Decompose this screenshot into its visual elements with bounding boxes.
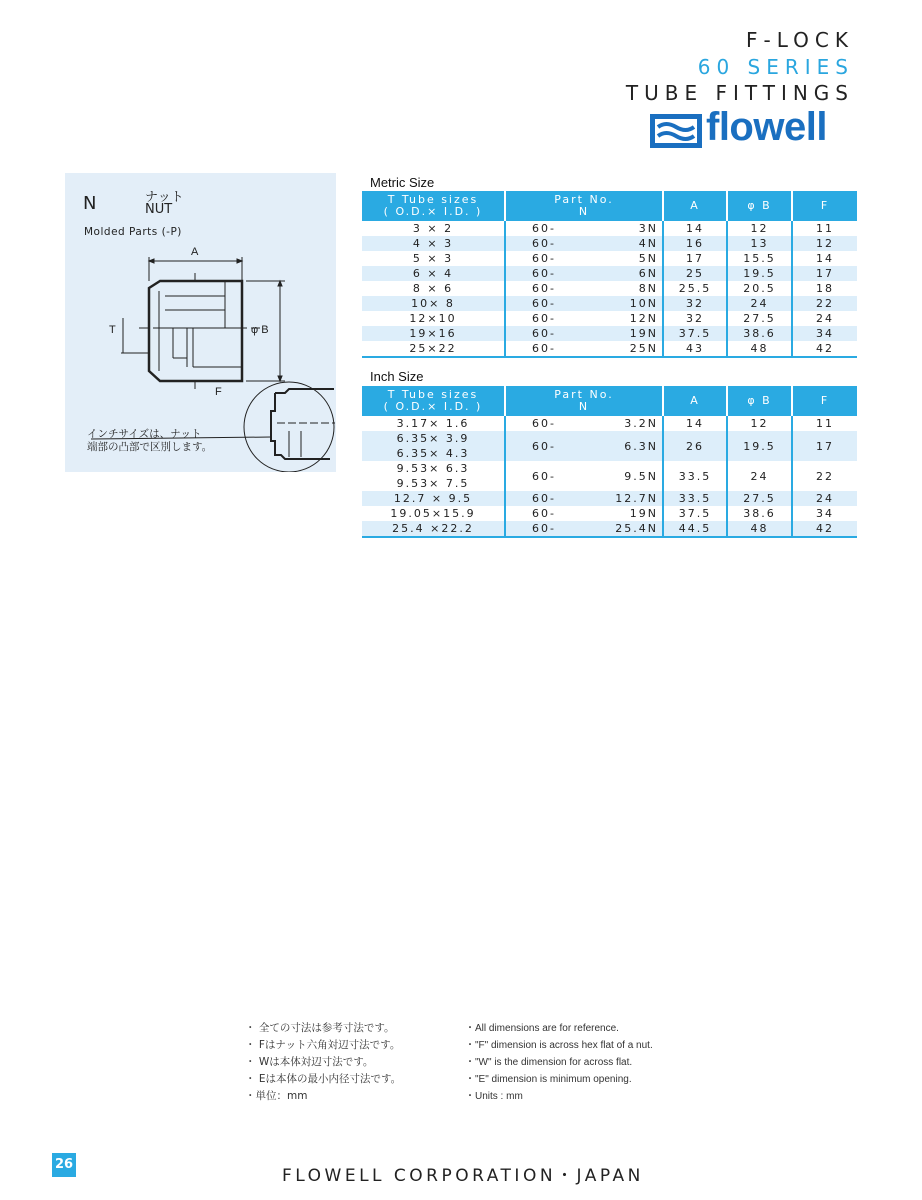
part-suffix: 25.4N (615, 522, 658, 535)
inch-note-line1: インチサイズは、ナット (87, 428, 202, 440)
part-prefix: 60- (532, 252, 556, 265)
part-suffix: 6N (638, 267, 658, 280)
cell-part-no (505, 296, 663, 311)
cell-a: 37.5 (663, 326, 727, 341)
note-item: ・All dimensions are for reference. (465, 1023, 619, 1034)
header-part-line2: N (578, 400, 590, 413)
cell-a: 43 (663, 341, 727, 357)
product-category: TUBE FITTINGS (625, 81, 854, 105)
part-suffix: 8N (638, 282, 658, 295)
cell-a: 26 (663, 431, 727, 461)
cell-f: 12 (792, 236, 857, 251)
part-suffix: 9.5N (624, 469, 658, 483)
part-prefix: 60- (532, 469, 556, 483)
cell-a: 37.5 (663, 506, 727, 521)
tube-size-value: 6.35× 4.3 (396, 447, 470, 460)
table-row (362, 281, 857, 296)
table-row (362, 506, 857, 521)
cell-a: 16 (663, 236, 727, 251)
header-b: φ B (727, 386, 792, 416)
table-row (362, 296, 857, 311)
tube-size-value: 9.53× 6.3 (396, 462, 470, 475)
nut-dimension-drawing (65, 173, 336, 472)
cell-a: 25.5 (663, 281, 727, 296)
cell-part-no (505, 461, 663, 491)
part-prefix: 60- (532, 237, 556, 250)
cell-tube-size (362, 296, 505, 311)
cell-tube-size (362, 311, 505, 326)
note-item: ・"F" dimension is across hex flat of a nut. (465, 1040, 653, 1051)
cell-part-no (505, 506, 663, 521)
part-prefix: 60- (532, 267, 556, 280)
cell-part-no (505, 236, 663, 251)
part-prefix: 60- (532, 507, 556, 520)
table-row (362, 236, 857, 251)
header-b: φ B (727, 191, 792, 221)
part-suffix: 5N (638, 252, 658, 265)
part-suffix: 4N (638, 237, 658, 250)
cell-a: 14 (663, 416, 727, 431)
cell-b: 19.5 (727, 431, 792, 461)
dim-T-label: T (109, 324, 116, 336)
cell-part-no (505, 326, 663, 341)
header-part-no (505, 386, 663, 416)
cell-b: 12 (727, 416, 792, 431)
table-row (362, 341, 857, 357)
cell-f: 34 (792, 326, 857, 341)
header-part-line1: Part No. (554, 193, 614, 206)
cell-a: 33.5 (663, 491, 727, 506)
part-prefix: 60- (532, 439, 556, 453)
note-item: ・"E" dimension is minimum opening. (465, 1074, 632, 1085)
cell-b: 48 (727, 521, 792, 537)
cell-part-no (505, 251, 663, 266)
dim-F-label: F (215, 386, 222, 398)
cell-b: 38.6 (727, 506, 792, 521)
cell-f: 34 (792, 506, 857, 521)
cell-part-no (505, 221, 663, 236)
part-suffix: 10N (629, 297, 658, 310)
tube-size-value: 3 × 2 (412, 222, 454, 235)
cell-b: 48 (727, 341, 792, 357)
dim-B-label: φ B (251, 324, 269, 336)
notes-japanese (245, 1020, 401, 1105)
molded-parts-label: Molded Parts (-P) (84, 226, 182, 238)
cell-f: 17 (792, 431, 857, 461)
header-part-line2: N (578, 205, 590, 218)
header-a: A (663, 191, 727, 221)
part-suffix: 3.2N (624, 417, 658, 430)
tube-size-value: 3.17× 1.6 (396, 417, 470, 430)
cell-f: 42 (792, 521, 857, 537)
cell-b: 24 (727, 461, 792, 491)
cell-part-no (505, 491, 663, 506)
tube-size-value: 25.4 ×22.2 (392, 522, 474, 535)
table-row (362, 326, 857, 341)
cell-a: 32 (663, 311, 727, 326)
cell-f: 22 (792, 461, 857, 491)
tube-size-value: 6 × 4 (412, 267, 454, 280)
tube-size-value: 25×22 (409, 342, 457, 355)
part-prefix: 60- (532, 297, 556, 310)
cell-b: 38.6 (727, 326, 792, 341)
cell-b: 13 (727, 236, 792, 251)
metric-size-title: Metric Size (370, 175, 435, 190)
part-name-jp: ナット (145, 190, 184, 205)
cell-tube-size (362, 281, 505, 296)
part-diagram-panel (65, 173, 336, 472)
metric-size-table (362, 191, 857, 358)
tube-size-value: 6.35× 3.9 (396, 432, 470, 445)
flowell-logo (650, 105, 856, 150)
part-suffix: 19N (629, 327, 658, 340)
table-row (362, 461, 857, 491)
series-brand: F-LOCK (746, 28, 854, 52)
wave-logo-icon (650, 114, 702, 148)
table-row (362, 521, 857, 537)
cell-tube-size (362, 506, 505, 521)
table-header-row (362, 386, 857, 416)
cell-a: 17 (663, 251, 727, 266)
cell-a: 44.5 (663, 521, 727, 537)
cell-f: 42 (792, 341, 857, 357)
table-row (362, 491, 857, 506)
cell-part-no (505, 266, 663, 281)
cell-tube-size (362, 251, 505, 266)
cell-part-no (505, 341, 663, 357)
footer-company: FLOWELL CORPORATION・JAPAN (282, 1166, 644, 1186)
part-suffix: 6.3N (624, 439, 658, 453)
cell-f: 11 (792, 221, 857, 236)
cell-f: 22 (792, 296, 857, 311)
part-suffix: 12.7N (615, 492, 658, 505)
header-part-line1: Part No. (554, 388, 614, 401)
tube-size-value: 12×10 (409, 312, 457, 325)
table-row (362, 431, 857, 461)
cell-b: 27.5 (727, 491, 792, 506)
note-item: ・ Wは本体対辺寸法です。 (245, 1056, 374, 1068)
note-item: ・単位：mm (245, 1090, 308, 1102)
cell-part-no (505, 311, 663, 326)
cell-tube-size (362, 236, 505, 251)
cell-b: 19.5 (727, 266, 792, 281)
table-row (362, 251, 857, 266)
note-item: ・ Eは本体の最小内径寸法です。 (245, 1073, 402, 1085)
tube-size-value: 19×16 (409, 327, 457, 340)
cell-f: 24 (792, 491, 857, 506)
cell-f: 11 (792, 416, 857, 431)
note-item: ・ Fはナット六角対辺寸法です。 (245, 1039, 401, 1051)
note-item: ・Units : mm (465, 1091, 523, 1102)
inch-size-title: Inch Size (370, 369, 424, 384)
part-prefix: 60- (532, 522, 556, 535)
inch-size-table (362, 386, 857, 538)
cell-b: 12 (727, 221, 792, 236)
table-row (362, 416, 857, 431)
cell-tube-size (362, 521, 505, 537)
header-tube-line2: ( O.D.× I.D. ) (383, 400, 483, 413)
cell-tube-size (362, 491, 505, 506)
tube-size-value: 10× 8 (411, 297, 455, 310)
part-suffix: 12N (629, 312, 658, 325)
series-name: 60 SERIES (697, 55, 854, 79)
part-name-en: NUT (145, 202, 173, 217)
logo-text: flowell (706, 105, 827, 149)
cell-tube-size (362, 461, 505, 491)
cell-a: 33.5 (663, 461, 727, 491)
page-number: 26 (52, 1153, 76, 1177)
note-item: ・ 全ての寸法は参考寸法です。 (245, 1022, 395, 1034)
cell-b: 24 (727, 296, 792, 311)
part-prefix: 60- (532, 342, 556, 355)
dim-A-label: A (191, 246, 199, 258)
header-tube-size (362, 386, 505, 416)
cell-tube-size (362, 341, 505, 357)
table-row (362, 221, 857, 236)
notes-english (465, 1020, 653, 1105)
cell-b: 20.5 (727, 281, 792, 296)
tube-size-value: 12.7 × 9.5 (393, 492, 473, 505)
cell-f: 18 (792, 281, 857, 296)
cell-tube-size (362, 431, 505, 461)
tube-size-value: 19.05×15.9 (390, 507, 476, 520)
inch-note-line2: 端部の凸部で区別します。 (87, 441, 213, 453)
cell-a: 14 (663, 221, 727, 236)
cell-tube-size (362, 326, 505, 341)
part-suffix: 19N (629, 507, 658, 520)
cell-a: 25 (663, 266, 727, 281)
part-prefix: 60- (532, 222, 556, 235)
header-part-no (505, 191, 663, 221)
cell-f: 24 (792, 311, 857, 326)
cell-part-no (505, 521, 663, 537)
table-row (362, 311, 857, 326)
cell-tube-size (362, 221, 505, 236)
part-code: N (83, 193, 97, 214)
cell-part-no (505, 431, 663, 461)
cell-f: 14 (792, 251, 857, 266)
header-f: F (792, 191, 857, 221)
header-tube-size (362, 191, 505, 221)
cell-b: 27.5 (727, 311, 792, 326)
table-header-row (362, 191, 857, 221)
tube-size-value: 5 × 3 (412, 252, 454, 265)
header-f: F (792, 386, 857, 416)
cell-part-no (505, 281, 663, 296)
part-prefix: 60- (532, 327, 556, 340)
cell-b: 15.5 (727, 251, 792, 266)
header-a: A (663, 386, 727, 416)
cell-f: 17 (792, 266, 857, 281)
part-prefix: 60- (532, 312, 556, 325)
part-suffix: 25N (629, 342, 658, 355)
cell-part-no (505, 416, 663, 431)
tube-size-value: 9.53× 7.5 (396, 477, 470, 490)
part-suffix: 3N (638, 222, 658, 235)
header-tube-line1: T Tube sizes (387, 193, 479, 206)
part-prefix: 60- (532, 417, 556, 430)
note-item: ・"W" is the dimension for across flat. (465, 1057, 633, 1068)
part-prefix: 60- (532, 282, 556, 295)
table-row (362, 266, 857, 281)
cell-tube-size (362, 416, 505, 431)
header-tube-line2: ( O.D.× I.D. ) (383, 205, 483, 218)
part-prefix: 60- (532, 492, 556, 505)
header-tube-line1: T Tube sizes (387, 388, 479, 401)
cell-tube-size (362, 266, 505, 281)
tube-size-value: 8 × 6 (412, 282, 454, 295)
tube-size-value: 4 × 3 (412, 237, 454, 250)
cell-a: 32 (663, 296, 727, 311)
